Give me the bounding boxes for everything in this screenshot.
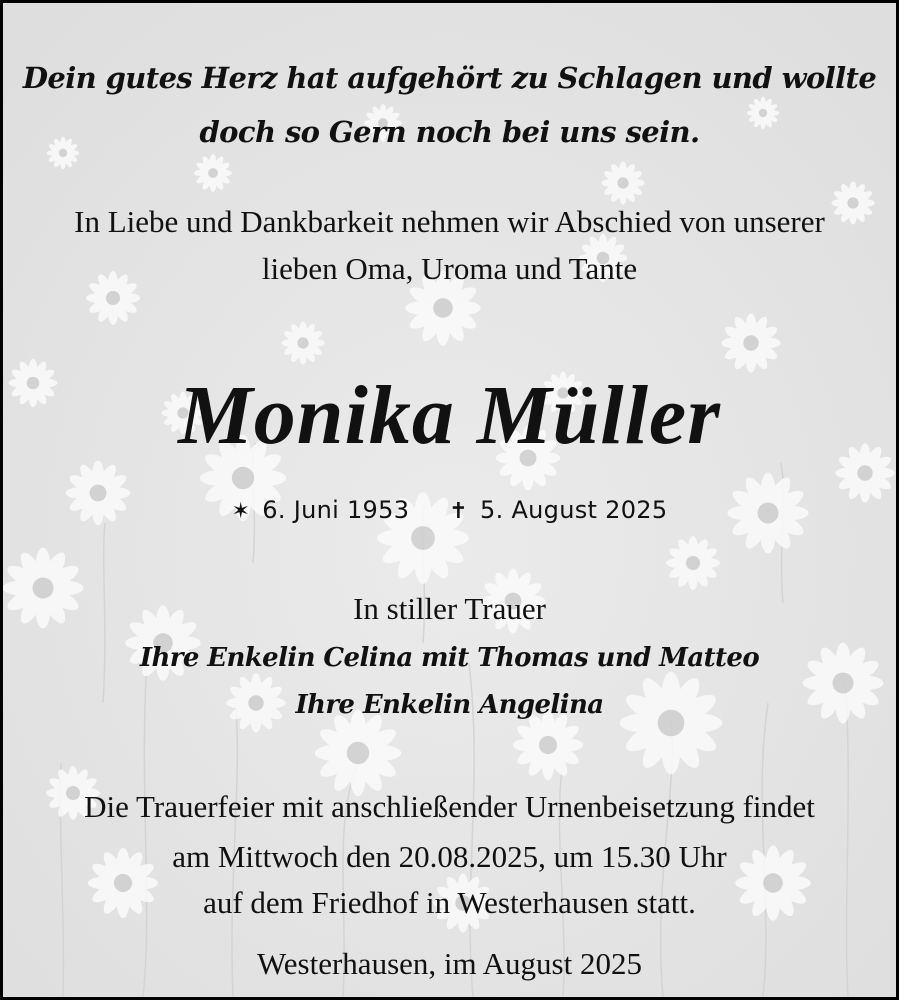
mourning-heading: In stiller Trauer — [353, 591, 546, 626]
notice-text — [3, 3, 896, 997]
death-cross-icon: ✝ — [449, 499, 469, 524]
birth-date: 6. Juni 1953 — [262, 496, 410, 524]
birth-star-icon: ✶ — [231, 499, 251, 524]
ceremony-line-3: auf dem Friedhof in Westerhausen statt. — [203, 885, 696, 920]
death-date: 5. August 2025 — [480, 496, 668, 524]
quote-line-2: doch so Gern noch bei uns sein. — [199, 115, 700, 149]
mourner-line-1: Ihre Enkelin Celina mit Thomas und Matteo — [139, 643, 760, 673]
life-dates — [3, 496, 896, 524]
intro-line-1: In Liebe und Dankbarkeit nehmen wir Abschied von unserer — [74, 204, 825, 239]
place-and-date: Westerhausen, im August 2025 — [257, 946, 642, 981]
deceased-name: Monika Müller — [178, 369, 721, 462]
intro-line-2: lieben Oma, Uroma und Tante — [261, 251, 638, 286]
quote-line-1: Dein gutes Herz hat aufgehört zu Schlagen und wollte — [22, 61, 877, 95]
ceremony-line-1: Die Trauerfeier mit anschließender Urnenbeisetzung findet — [84, 789, 815, 824]
mourner-line-2: Ihre Enkelin Angelina — [295, 690, 604, 720]
ceremony-line-2: am Mittwoch den 20.08.2025, um 15.30 Uhr — [172, 839, 727, 874]
